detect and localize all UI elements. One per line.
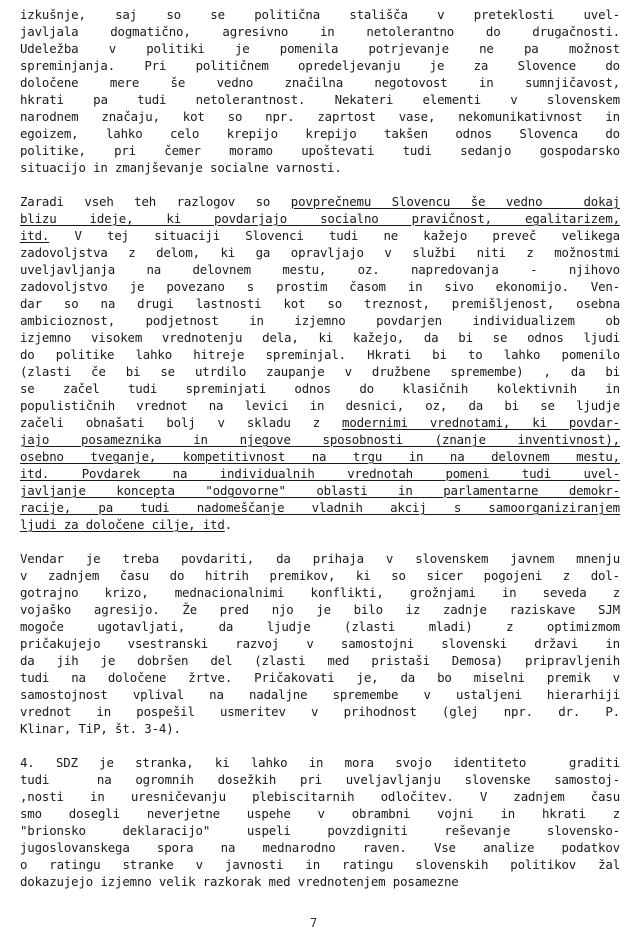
line-text: začeli obnašati bolj v skladu z	[20, 415, 343, 430]
text-line	[20, 397, 620, 414]
paragraph	[20, 550, 620, 737]
line-text: se začel tudi spreminjati odnos do klasičnih kolektivnih in	[20, 381, 620, 396]
underlined-text: itd. Povdarek na individualnih vrednotah pomeni tudi uvel-	[20, 466, 620, 481]
line-text: o ratingu stranke v javnosti in ratingu slovenskih politikov žal	[20, 857, 620, 872]
underlined-text: itd.	[20, 228, 50, 243]
line-text: (zlasti če bi se utrdilo zaupanje v družbene spremembe) , da bi	[20, 364, 620, 379]
text-line	[20, 261, 620, 278]
text-line	[20, 108, 620, 125]
text-line	[20, 584, 620, 601]
paragraph	[20, 193, 620, 533]
line-text: vrednot in pospešil usmeritev v prihodnost (glej npr. dr. P.	[20, 704, 620, 719]
text-line	[20, 788, 620, 805]
text-line	[20, 686, 620, 703]
text-line	[20, 23, 620, 40]
line-text: samostojnost vplival na nadaljne spremembe v ustaljeni hierarhiji	[20, 687, 620, 702]
line-text: tudi na določene žrtve. Pričakovati je, da bo miselni premik v	[20, 670, 620, 685]
text-line	[20, 295, 620, 312]
text-line	[20, 40, 620, 57]
line-text: smo dosegli neverjetne uspehe v obrambni vojni in hkrati z	[20, 806, 620, 821]
paragraph-gap	[20, 176, 620, 193]
line-text: določene mere še vedno značilna negotovost in sumnjičavost,	[20, 75, 620, 90]
line-text: javljala dogmatično, agresivno in netolerantno do drugačnosti.	[20, 24, 620, 39]
text-line	[20, 669, 620, 686]
line-text: izjemno visokem vrednotenju dela, ki kažejo, da bi se odnos ljudi	[20, 330, 620, 345]
line-text: pričakujejo vsestranski razvoj v samostojni slovenski državi in	[20, 636, 620, 651]
line-text: egoizem, lahko celo krepijo krepijo takšen odnos Slovenca do	[20, 126, 620, 141]
text-line	[20, 346, 620, 363]
text-line	[20, 618, 620, 635]
line-text: da jih je dobršen del (zlasti med pristaši Demosa) pripravljenih	[20, 653, 620, 668]
line-text: Udeležba v politiki je pomenila potrjevanje ne pa možnost	[20, 41, 620, 56]
line-text: Vendar je treba povdariti, da prihaja v slovenskem javnem mnenju	[20, 551, 620, 566]
text-line	[20, 312, 620, 329]
text-line	[20, 601, 620, 618]
text-line	[20, 74, 620, 91]
page-number: 7	[310, 916, 318, 930]
underlined-text: racije, pa tudi nadomeščanje vladnih akcij s samoorganiziranjem	[20, 500, 620, 515]
line-text: jugoslovanskega spora na mednarodno raven. Vse analize podatkov	[20, 840, 620, 855]
line-text: zadovoljstva z delom, ki ga opravljajo v službi niti z možnostmi	[20, 245, 620, 260]
text-line	[20, 856, 620, 873]
line-text: Zaradi vseh teh razlogov so	[20, 194, 291, 209]
line-text: mogoče ugotavljati, da ljudje (zlasti mladi) z optimizmom	[20, 619, 620, 634]
line-text: dokazujejo izjemno velik razkorak med vrednotenjem posamezne	[20, 874, 459, 889]
text-line	[20, 550, 620, 567]
underlined-text: blizu ideje, ki povdarjajo socialno pravičnost, egalitarizem,	[20, 211, 620, 226]
text-line	[20, 244, 620, 261]
line-text: uveljavljanja na delovnem mestu, oz. napredovanja - njihovo	[20, 262, 620, 277]
paragraph	[20, 754, 620, 890]
text-line	[20, 91, 620, 108]
text-line	[20, 839, 620, 856]
text-line	[20, 516, 620, 533]
line-text: tudi na ogromnih dosežkih pri uveljavljanju slovenske samostoj-	[20, 772, 620, 787]
text-line	[20, 193, 620, 210]
line-text: Klinar, TiP, št. 3-4).	[20, 721, 181, 736]
body-text	[20, 6, 620, 890]
text-line	[20, 482, 620, 499]
text-line	[20, 159, 620, 176]
text-line	[20, 6, 620, 23]
text-line	[20, 414, 620, 431]
line-text: v zadnjem času do hitrih premikov, ki so sicer pogojeni z dol-	[20, 568, 620, 583]
text-line	[20, 142, 620, 159]
text-line	[20, 873, 620, 890]
line-text: .	[224, 517, 232, 532]
line-text: 4. SDZ je stranka, ki lahko in mora svojo identiteto graditi	[20, 755, 620, 770]
text-line	[20, 635, 620, 652]
line-text: dar so na drugi lastnosti kot so treznost, premišljenost, osebna	[20, 296, 620, 311]
text-line	[20, 380, 620, 397]
line-text: populističnih vrednot na levici in desnici, oz, da bi se ljudje	[20, 398, 620, 413]
text-line	[20, 363, 620, 380]
text-line	[20, 227, 620, 244]
paragraph-gap	[20, 533, 620, 550]
line-text: narodnem značaju, kot so npr. zaprtost vase, nekomunikativnost in	[20, 109, 620, 124]
underlined-text: javljanje koncepta "odgovorne" oblasti in parlamentarne demokr-	[20, 483, 620, 498]
line-text: ambicioznost, podjetnost in izjemno povdarjen individualizem ob	[20, 313, 620, 328]
line-text: ,nosti in uresničevanju plebiscitarnih odločitev. V zadnjem času	[20, 789, 620, 804]
text-line	[20, 431, 620, 448]
text-line	[20, 278, 620, 295]
underlined-text: modernimi vrednotami, ki povdar-	[342, 415, 620, 430]
line-text: izkušnje, saj so se politična stališča v preteklosti uvel-	[20, 7, 620, 22]
text-line	[20, 567, 620, 584]
text-line	[20, 499, 620, 516]
line-text: gotrajno krizo, mednacionalnimi konflikti, grožnjami in seveda z	[20, 585, 620, 600]
underlined-text: povprečnemu Slovencu še vedno dokaj	[290, 194, 620, 209]
text-line	[20, 720, 620, 737]
text-line	[20, 771, 620, 788]
underlined-text: osebno tveganje, kompetitivnost na trgu in na delovnem mestu,	[20, 449, 620, 464]
paragraph	[20, 6, 620, 176]
text-line	[20, 805, 620, 822]
text-line	[20, 652, 620, 669]
line-text: V tej situaciji Slovenci tudi ne kažejo preveč velikega	[49, 228, 620, 243]
text-line	[20, 329, 620, 346]
text-line	[20, 822, 620, 839]
underlined-text: jajo posameznika in njegove sposobnosti (znanje inventivnost),	[20, 432, 620, 447]
text-line	[20, 210, 620, 227]
line-text: situacijo in zmanjševanje socialne varnosti.	[20, 160, 342, 175]
line-text: zadovoljstvo je povezano s prostim časom in sivo ekonomijo. Ven-	[20, 279, 620, 294]
line-text: do politike lahko hitreje spreminjal. Hkrati bi to lahko pomenilo	[20, 347, 620, 362]
paragraph-gap	[20, 737, 620, 754]
line-text: vojaško agresijo. Že pred njo je bilo iz zadnje raziskave SJM	[20, 602, 620, 617]
line-text: "brionsko deklaracijo" uspeli povzdigniti reševanje slovensko-	[20, 823, 620, 838]
text-line	[20, 448, 620, 465]
text-line	[20, 57, 620, 74]
line-text: spreminjanja. Pri političnem opredeljevanju je za Slovence do	[20, 58, 620, 73]
text-line	[20, 465, 620, 482]
text-line	[20, 125, 620, 142]
underlined-text: ljudi za določene cilje, itd	[20, 517, 225, 532]
text-line	[20, 703, 620, 720]
line-text: hkrati pa tudi netolerantnost. Nekateri elementi v slovenskem	[20, 92, 620, 107]
line-text: politike, pri čemer moramo upoštevati tudi sedanjo gospodarsko	[20, 143, 620, 158]
text-line	[20, 754, 620, 771]
